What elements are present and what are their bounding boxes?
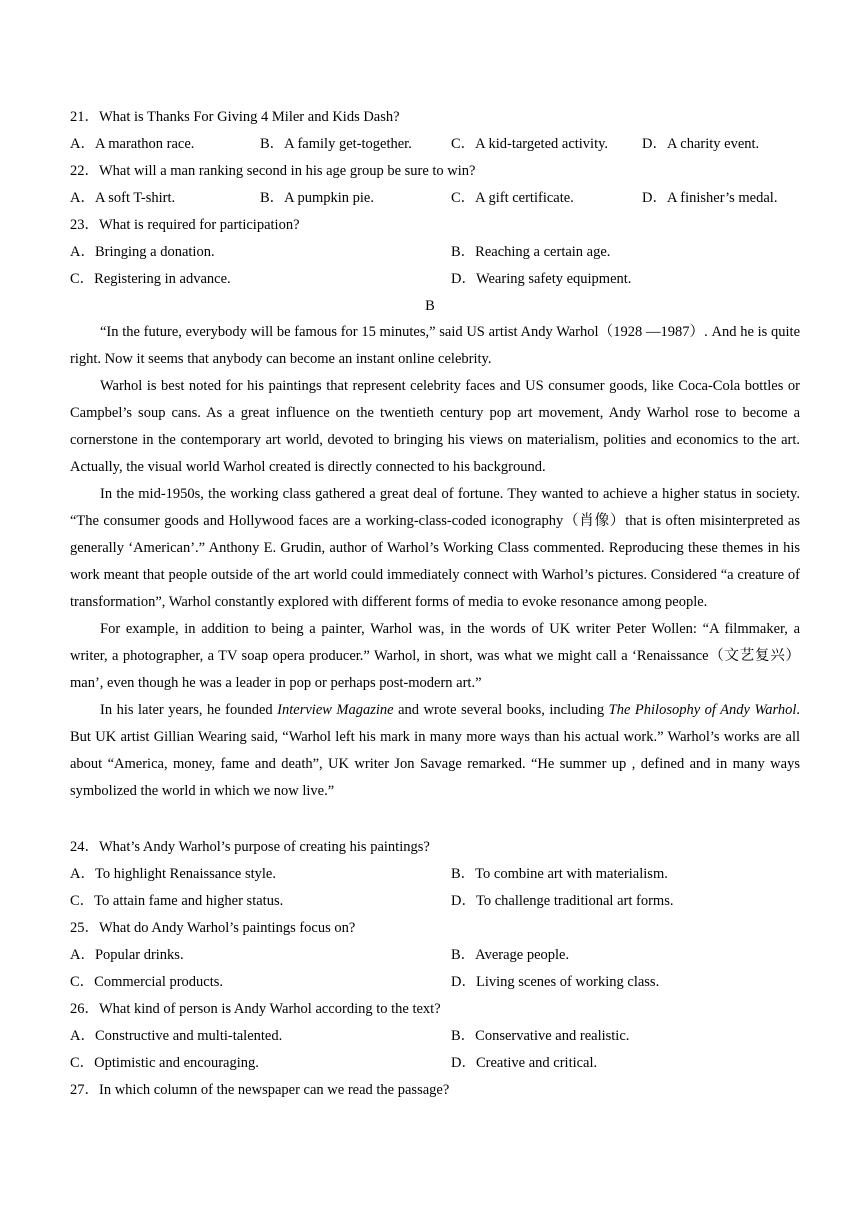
section-heading: B [425, 298, 435, 314]
q26-option-d: D．Creative and critical. [451, 1055, 598, 1071]
q21-option-b: B．A family get-together. [260, 136, 412, 152]
question-26: 26．What kind of person is Andy Warhol according to the text? [70, 1001, 441, 1017]
q21-option-d: D．A charity event. [642, 136, 760, 152]
book-title: The Philosophy of Andy Warhol [608, 702, 797, 718]
q23-option-a: A．Bringing a donation. [70, 244, 215, 260]
passage-paragraph-5 [70, 697, 800, 805]
passage-paragraph-1: “In the future, everybody will be famous for 15 minutes,” said US artist Andy Warhol（1928 —1987）. And he is quite right. Now it seems that anybody can become an instant online celebrity. [70, 324, 800, 367]
question-23: 23．What is required for participation? [70, 217, 300, 233]
p5-text-1: In his later years, he founded [100, 702, 278, 718]
question-22: 22．What will a man ranking second in his age group be sure to win? [70, 163, 476, 179]
passage [70, 319, 800, 805]
q22-option-c: C．A gift certificate. [451, 190, 574, 206]
q25-option-b: B．Average people. [451, 947, 570, 963]
passage-paragraph-2: Warhol is best noted for his paintings that represent celebrity faces and US consumer goods, like Coca-Cola bottles or Campbel’s soup cans. As a great influence on the twentieth century pop art movement, Andy Warhol rose to become a cornerstone in the contemporary art world, devoted to bringing his views on materialism, polities and economics to the art. Actually, the visual world Warhol created is directly connected to his background. [70, 378, 800, 475]
question-21: 21．What is Thanks For Giving 4 Miler and Kids Dash? [70, 109, 400, 125]
p5-text-3: . But UK artist Gillian Wearing said, “Warhol left his mark in many more ways than his actual work.” Warhol’s works are all about “America, money, fame and death”, UK writer Jon Savage remarked. “He summer up , defined and in many ways symbolized the world in which we now live.” [70, 702, 800, 799]
q21-option-a: A．A marathon race. [70, 136, 195, 152]
q24-option-d: D．To challenge traditional art forms. [451, 893, 674, 909]
q25-option-c: C．Commercial products. [70, 974, 224, 990]
passage-paragraph-3: In the mid-1950s, the working class gathered a great deal of fortune. They wanted to achieve a higher status in society. “The consumer goods and Hollywood faces are a working-class-coded iconography（肖像）that is often misinterpreted as generally ‘American’.” Anthony E. Grudin, author of Warhol’s Working Class commented. Reproducing these themes in his work meant that people outside of the art world could immediately connect with Warhol’s pictures. Considered “a creature of transformation”, Warhol constantly explored with different forms of media to evoke resonance among people. [70, 486, 800, 610]
q23-option-b: B．Reaching a certain age. [451, 244, 611, 260]
q24-option-a: A．To highlight Renaissance style. [70, 866, 276, 882]
q26-option-a: A．Constructive and multi-talented. [70, 1028, 283, 1044]
passage-paragraph-4: For example, in addition to being a painter, Warhol was, in the words of UK writer Peter Wollen: “A filmmaker, a writer, a photographer, a TV soap opera producer.” Warhol, in short, was what we might call a ‘Renaissance（文艺复兴） man’, even though he was a leader in pop or perhaps post-modern art.” [70, 621, 800, 691]
question-27: 27．In which column of the newspaper can we read the passage? [70, 1082, 450, 1098]
q25-option-d: D．Living scenes of working class. [451, 974, 660, 990]
q22-option-d: D．A finisher’s medal. [642, 190, 778, 206]
q26-option-c: C．Optimistic and encouraging. [70, 1055, 259, 1071]
magazine-title: Interview Magazine [277, 702, 394, 718]
q22-option-b: B．A pumpkin pie. [260, 190, 374, 206]
p5-text-2: and wrote several books, including [393, 702, 609, 718]
q25-option-a: A．Popular drinks. [70, 947, 184, 963]
q21-option-c: C．A kid-targeted activity. [451, 136, 609, 152]
q26-option-b: B．Conservative and realistic. [451, 1028, 630, 1044]
q23-option-d: D．Wearing safety equipment. [451, 271, 632, 287]
question-25: 25．What do Andy Warhol’s paintings focus on? [70, 920, 356, 936]
q24-option-b: B．To combine art with materialism. [451, 866, 668, 882]
q22-option-a: A．A soft T-shirt. [70, 190, 176, 206]
q23-option-c: C．Registering in advance. [70, 271, 231, 287]
q24-option-c: C．To attain fame and higher status. [70, 893, 284, 909]
question-24: 24．What’s Andy Warhol’s purpose of creating his paintings? [70, 839, 430, 855]
